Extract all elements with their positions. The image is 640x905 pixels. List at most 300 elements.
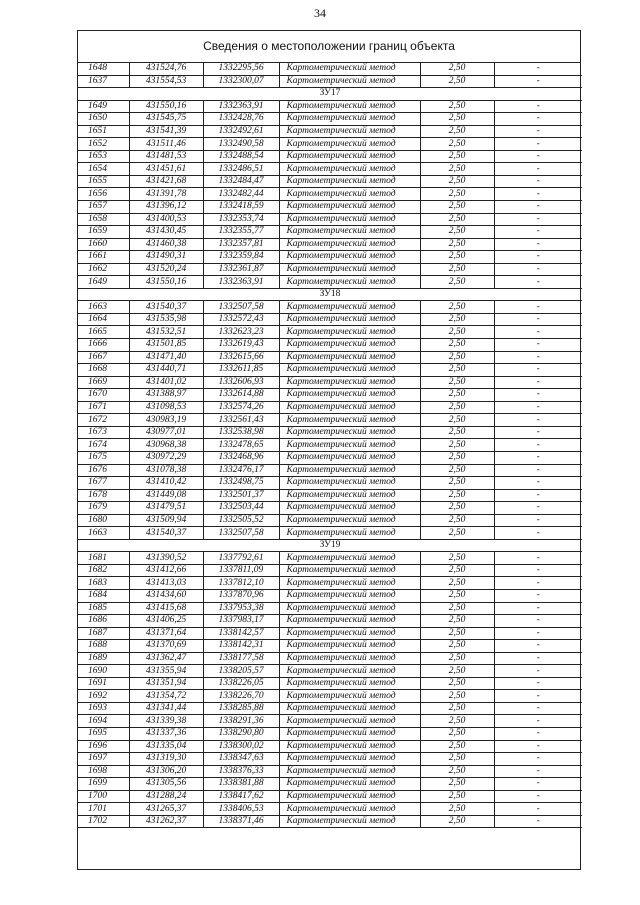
table-row	[78, 740, 582, 753]
extra-value: -	[494, 640, 582, 653]
method: Картометрический метод	[279, 138, 420, 151]
table-row	[78, 765, 582, 778]
table-row	[78, 263, 582, 276]
point-number: 1693	[78, 702, 129, 715]
y-coordinate: 1332300,07	[203, 75, 279, 88]
point-number: 1649	[78, 276, 129, 289]
point-number: 1669	[78, 376, 129, 389]
accuracy: 2,50	[420, 426, 494, 439]
y-coordinate: 1332363,91	[203, 100, 279, 113]
x-coordinate: 431520,24	[129, 263, 203, 276]
point-number: 1649	[78, 100, 129, 113]
y-coordinate: 1332488,54	[203, 150, 279, 163]
y-coordinate: 1338347,63	[203, 753, 279, 766]
method: Картометрический метод	[279, 163, 420, 176]
table-row	[78, 439, 582, 452]
y-coordinate: 1338142,57	[203, 627, 279, 640]
table-row	[78, 426, 582, 439]
method: Картометрический метод	[279, 451, 420, 464]
table-body	[78, 63, 582, 828]
point-number: 1668	[78, 364, 129, 377]
x-coordinate: 431098,53	[129, 401, 203, 414]
method: Картометрический метод	[279, 615, 420, 628]
y-coordinate: 1332615,66	[203, 351, 279, 364]
method: Картометрический метод	[279, 514, 420, 527]
x-coordinate: 431370,69	[129, 640, 203, 653]
table-row	[78, 589, 582, 602]
extra-value: -	[494, 765, 582, 778]
extra-value: -	[494, 439, 582, 452]
x-coordinate: 431554,53	[129, 75, 203, 88]
x-coordinate: 431339,38	[129, 715, 203, 728]
accuracy: 2,50	[420, 326, 494, 339]
y-coordinate: 1338371,46	[203, 815, 279, 828]
table-row	[78, 301, 582, 314]
extra-value: -	[494, 740, 582, 753]
table-row	[78, 615, 582, 628]
method: Картометрический метод	[279, 489, 420, 502]
point-number: 1682	[78, 564, 129, 577]
y-coordinate: 1332482,44	[203, 188, 279, 201]
extra-value: -	[494, 577, 582, 590]
x-coordinate: 431415,68	[129, 602, 203, 615]
y-coordinate: 1332505,52	[203, 514, 279, 527]
x-coordinate: 431401,02	[129, 376, 203, 389]
y-coordinate: 1332359,84	[203, 251, 279, 264]
extra-value: -	[494, 753, 582, 766]
accuracy: 2,50	[420, 63, 494, 75]
y-coordinate: 1332503,44	[203, 502, 279, 515]
method: Картометрический метод	[279, 276, 420, 289]
table-row	[78, 502, 582, 515]
y-coordinate: 1337812,10	[203, 577, 279, 590]
method: Картометрический метод	[279, 63, 420, 75]
accuracy: 2,50	[420, 376, 494, 389]
table-row	[78, 150, 582, 163]
extra-value: -	[494, 376, 582, 389]
y-coordinate: 1332428,76	[203, 113, 279, 126]
table-row	[78, 100, 582, 113]
extra-value: -	[494, 815, 582, 828]
x-coordinate: 431262,37	[129, 815, 203, 828]
table-row	[78, 514, 582, 527]
accuracy: 2,50	[420, 589, 494, 602]
accuracy: 2,50	[420, 790, 494, 803]
accuracy: 2,50	[420, 75, 494, 88]
table-row	[78, 803, 582, 816]
section-label: ЗУ19	[78, 539, 582, 552]
accuracy: 2,50	[420, 727, 494, 740]
extra-value: -	[494, 602, 582, 615]
extra-value: -	[494, 564, 582, 577]
point-number: 1675	[78, 451, 129, 464]
table-row	[78, 401, 582, 414]
method: Картометрический метод	[279, 175, 420, 188]
table-row	[78, 351, 582, 364]
point-number: 1648	[78, 63, 129, 75]
table-row	[78, 313, 582, 326]
table-row	[78, 213, 582, 226]
y-coordinate: 1332490,58	[203, 138, 279, 151]
accuracy: 2,50	[420, 100, 494, 113]
table-row	[78, 652, 582, 665]
extra-value: -	[494, 552, 582, 565]
extra-value: -	[494, 339, 582, 352]
table-row	[78, 753, 582, 766]
y-coordinate: 1332623,23	[203, 326, 279, 339]
accuracy: 2,50	[420, 175, 494, 188]
y-coordinate: 1332478,65	[203, 439, 279, 452]
point-number: 1651	[78, 125, 129, 138]
x-coordinate: 431449,08	[129, 489, 203, 502]
table-row	[78, 63, 582, 75]
method: Картометрический метод	[279, 201, 420, 214]
y-coordinate: 1337792,61	[203, 552, 279, 565]
y-coordinate: 1332468,96	[203, 451, 279, 464]
accuracy: 2,50	[420, 451, 494, 464]
method: Картометрический метод	[279, 665, 420, 678]
y-coordinate: 1332614,88	[203, 389, 279, 402]
y-coordinate: 1338381,88	[203, 778, 279, 791]
x-coordinate: 431341,44	[129, 702, 203, 715]
x-coordinate: 430968,38	[129, 439, 203, 452]
x-coordinate: 430972,29	[129, 451, 203, 464]
point-number: 1689	[78, 652, 129, 665]
x-coordinate: 431351,94	[129, 677, 203, 690]
method: Картометрический метод	[279, 301, 420, 314]
x-coordinate: 431078,38	[129, 464, 203, 477]
x-coordinate: 431388,97	[129, 389, 203, 402]
point-number: 1677	[78, 477, 129, 490]
table-row	[78, 790, 582, 803]
method: Картометрический метод	[279, 401, 420, 414]
point-number: 1702	[78, 815, 129, 828]
method: Картометрический метод	[279, 125, 420, 138]
method: Картометрический метод	[279, 263, 420, 276]
accuracy: 2,50	[420, 226, 494, 239]
point-number: 1686	[78, 615, 129, 628]
x-coordinate: 431305,56	[129, 778, 203, 791]
x-coordinate: 431550,16	[129, 100, 203, 113]
point-number: 1679	[78, 502, 129, 515]
method: Картометрический метод	[279, 364, 420, 377]
method: Картометрический метод	[279, 75, 420, 88]
method: Картометрический метод	[279, 251, 420, 264]
method: Картометрический метод	[279, 226, 420, 239]
accuracy: 2,50	[420, 803, 494, 816]
extra-value: -	[494, 778, 582, 791]
accuracy: 2,50	[420, 652, 494, 665]
point-number: 1659	[78, 226, 129, 239]
x-coordinate: 431319,30	[129, 753, 203, 766]
accuracy: 2,50	[420, 276, 494, 289]
point-number: 1653	[78, 150, 129, 163]
method: Картометрический метод	[279, 414, 420, 427]
extra-value: -	[494, 589, 582, 602]
method: Картометрический метод	[279, 602, 420, 615]
x-coordinate: 430983,19	[129, 414, 203, 427]
x-coordinate: 431541,39	[129, 125, 203, 138]
point-number: 1680	[78, 514, 129, 527]
accuracy: 2,50	[420, 765, 494, 778]
accuracy: 2,50	[420, 702, 494, 715]
method: Картометрический метод	[279, 100, 420, 113]
x-coordinate: 431479,51	[129, 502, 203, 515]
point-number: 1637	[78, 75, 129, 88]
x-coordinate: 431524,76	[129, 63, 203, 75]
method: Картометрический метод	[279, 188, 420, 201]
method: Картометрический метод	[279, 464, 420, 477]
table-row	[78, 389, 582, 402]
accuracy: 2,50	[420, 602, 494, 615]
accuracy: 2,50	[420, 188, 494, 201]
extra-value: -	[494, 389, 582, 402]
accuracy: 2,50	[420, 552, 494, 565]
x-coordinate: 431412,66	[129, 564, 203, 577]
accuracy: 2,50	[420, 339, 494, 352]
point-number: 1656	[78, 188, 129, 201]
point-number: 1658	[78, 213, 129, 226]
extra-value: -	[494, 727, 582, 740]
section-row	[78, 88, 582, 101]
point-number: 1685	[78, 602, 129, 615]
extra-value: -	[494, 251, 582, 264]
point-number: 1661	[78, 251, 129, 264]
y-coordinate: 1332361,87	[203, 263, 279, 276]
point-number: 1694	[78, 715, 129, 728]
x-coordinate: 431490,31	[129, 251, 203, 264]
table-row	[78, 414, 582, 427]
accuracy: 2,50	[420, 364, 494, 377]
y-coordinate: 1338226,05	[203, 677, 279, 690]
method: Картометрический метод	[279, 113, 420, 126]
accuracy: 2,50	[420, 138, 494, 151]
method: Картометрический метод	[279, 326, 420, 339]
table-row	[78, 226, 582, 239]
point-number: 1684	[78, 589, 129, 602]
method: Картометрический метод	[279, 815, 420, 828]
method: Картометрический метод	[279, 238, 420, 251]
point-number: 1698	[78, 765, 129, 778]
method: Картометрический метод	[279, 439, 420, 452]
method: Картометрический метод	[279, 426, 420, 439]
table-row	[78, 677, 582, 690]
y-coordinate: 1332611,85	[203, 364, 279, 377]
table-row	[78, 640, 582, 653]
method: Картометрический метод	[279, 527, 420, 540]
extra-value: -	[494, 100, 582, 113]
x-coordinate: 431406,25	[129, 615, 203, 628]
extra-value: -	[494, 175, 582, 188]
extra-value: -	[494, 313, 582, 326]
method: Картометрический метод	[279, 740, 420, 753]
table-row	[78, 201, 582, 214]
table-row	[78, 113, 582, 126]
method: Картометрический метод	[279, 150, 420, 163]
table-row	[78, 75, 582, 88]
method: Картометрический метод	[279, 677, 420, 690]
table-row	[78, 489, 582, 502]
table-row	[78, 815, 582, 828]
x-coordinate: 431362,47	[129, 652, 203, 665]
point-number: 1683	[78, 577, 129, 590]
method: Картометрический метод	[279, 765, 420, 778]
table-row	[78, 125, 582, 138]
point-number: 1663	[78, 527, 129, 540]
method: Картометрический метод	[279, 389, 420, 402]
method: Картометрический метод	[279, 502, 420, 515]
x-coordinate: 431434,60	[129, 589, 203, 602]
accuracy: 2,50	[420, 715, 494, 728]
x-coordinate: 431540,37	[129, 301, 203, 314]
section-row	[78, 288, 582, 301]
extra-value: -	[494, 702, 582, 715]
point-number: 1681	[78, 552, 129, 565]
y-coordinate: 1332363,91	[203, 276, 279, 289]
y-coordinate: 1332353,74	[203, 213, 279, 226]
accuracy: 2,50	[420, 640, 494, 653]
point-number: 1662	[78, 263, 129, 276]
extra-value: -	[494, 677, 582, 690]
accuracy: 2,50	[420, 489, 494, 502]
accuracy: 2,50	[420, 627, 494, 640]
y-coordinate: 1338285,88	[203, 702, 279, 715]
x-coordinate: 431421,68	[129, 175, 203, 188]
x-coordinate: 431288,24	[129, 790, 203, 803]
document-frame	[77, 30, 581, 870]
table-row	[78, 251, 582, 264]
page-number: 34	[314, 6, 326, 20]
extra-value: -	[494, 238, 582, 251]
x-coordinate: 431355,94	[129, 665, 203, 678]
method: Картометрический метод	[279, 552, 420, 565]
table-row	[78, 702, 582, 715]
extra-value: -	[494, 803, 582, 816]
y-coordinate: 1338300,02	[203, 740, 279, 753]
x-coordinate: 431550,16	[129, 276, 203, 289]
point-number: 1666	[78, 339, 129, 352]
y-coordinate: 1332295,56	[203, 63, 279, 75]
accuracy: 2,50	[420, 414, 494, 427]
y-coordinate: 1332476,17	[203, 464, 279, 477]
point-number: 1664	[78, 313, 129, 326]
x-coordinate: 431451,61	[129, 163, 203, 176]
table-row	[78, 188, 582, 201]
point-number: 1687	[78, 627, 129, 640]
x-coordinate: 431413,03	[129, 577, 203, 590]
point-number: 1674	[78, 439, 129, 452]
extra-value: -	[494, 201, 582, 214]
y-coordinate: 1332418,59	[203, 201, 279, 214]
x-coordinate: 431371,64	[129, 627, 203, 640]
accuracy: 2,50	[420, 351, 494, 364]
method: Картометрический метод	[279, 652, 420, 665]
extra-value: -	[494, 451, 582, 464]
accuracy: 2,50	[420, 439, 494, 452]
x-coordinate: 431306,20	[129, 765, 203, 778]
y-coordinate: 1332355,77	[203, 226, 279, 239]
y-coordinate: 1337983,17	[203, 615, 279, 628]
extra-value: -	[494, 426, 582, 439]
accuracy: 2,50	[420, 477, 494, 490]
extra-value: -	[494, 665, 582, 678]
y-coordinate: 1338291,36	[203, 715, 279, 728]
table-row	[78, 326, 582, 339]
y-coordinate: 1332561,43	[203, 414, 279, 427]
extra-value: -	[494, 138, 582, 151]
extra-value: -	[494, 690, 582, 703]
point-number: 1697	[78, 753, 129, 766]
x-coordinate: 431460,38	[129, 238, 203, 251]
table-row	[78, 339, 582, 352]
accuracy: 2,50	[420, 527, 494, 540]
extra-value: -	[494, 527, 582, 540]
point-number: 1654	[78, 163, 129, 176]
y-coordinate: 1332357,81	[203, 238, 279, 251]
method: Картометрический метод	[279, 778, 420, 791]
method: Картометрический метод	[279, 640, 420, 653]
accuracy: 2,50	[420, 502, 494, 515]
accuracy: 2,50	[420, 113, 494, 126]
accuracy: 2,50	[420, 778, 494, 791]
table-row	[78, 552, 582, 565]
accuracy: 2,50	[420, 753, 494, 766]
extra-value: -	[494, 276, 582, 289]
x-coordinate: 431481,53	[129, 150, 203, 163]
table-row	[78, 564, 582, 577]
point-number: 1691	[78, 677, 129, 690]
accuracy: 2,50	[420, 665, 494, 678]
point-number: 1660	[78, 238, 129, 251]
x-coordinate: 431535,98	[129, 313, 203, 326]
y-coordinate: 1338417,62	[203, 790, 279, 803]
y-coordinate: 1332486,51	[203, 163, 279, 176]
point-number: 1657	[78, 201, 129, 214]
table-row	[78, 665, 582, 678]
y-coordinate: 1332507,58	[203, 527, 279, 540]
method: Картометрический метод	[279, 577, 420, 590]
y-coordinate: 1332574,26	[203, 401, 279, 414]
table-row	[78, 715, 582, 728]
table-row	[78, 163, 582, 176]
point-number: 1672	[78, 414, 129, 427]
extra-value: -	[494, 113, 582, 126]
y-coordinate: 1338205,57	[203, 665, 279, 678]
method: Картометрический метод	[279, 351, 420, 364]
x-coordinate: 431391,78	[129, 188, 203, 201]
y-coordinate: 1332484,47	[203, 175, 279, 188]
y-coordinate: 1337953,38	[203, 602, 279, 615]
x-coordinate: 430977,01	[129, 426, 203, 439]
extra-value: -	[494, 615, 582, 628]
method: Картометрический метод	[279, 790, 420, 803]
extra-value: -	[494, 652, 582, 665]
extra-value: -	[494, 163, 582, 176]
accuracy: 2,50	[420, 740, 494, 753]
point-number: 1667	[78, 351, 129, 364]
y-coordinate: 1332501,37	[203, 489, 279, 502]
method: Картометрический метод	[279, 564, 420, 577]
accuracy: 2,50	[420, 263, 494, 276]
extra-value: -	[494, 514, 582, 527]
point-number: 1676	[78, 464, 129, 477]
table-heading: Сведения о местоположении границ объекта	[78, 31, 580, 63]
y-coordinate: 1338290,80	[203, 727, 279, 740]
table-row	[78, 602, 582, 615]
point-number: 1655	[78, 175, 129, 188]
method: Картометрический метод	[279, 803, 420, 816]
accuracy: 2,50	[420, 401, 494, 414]
